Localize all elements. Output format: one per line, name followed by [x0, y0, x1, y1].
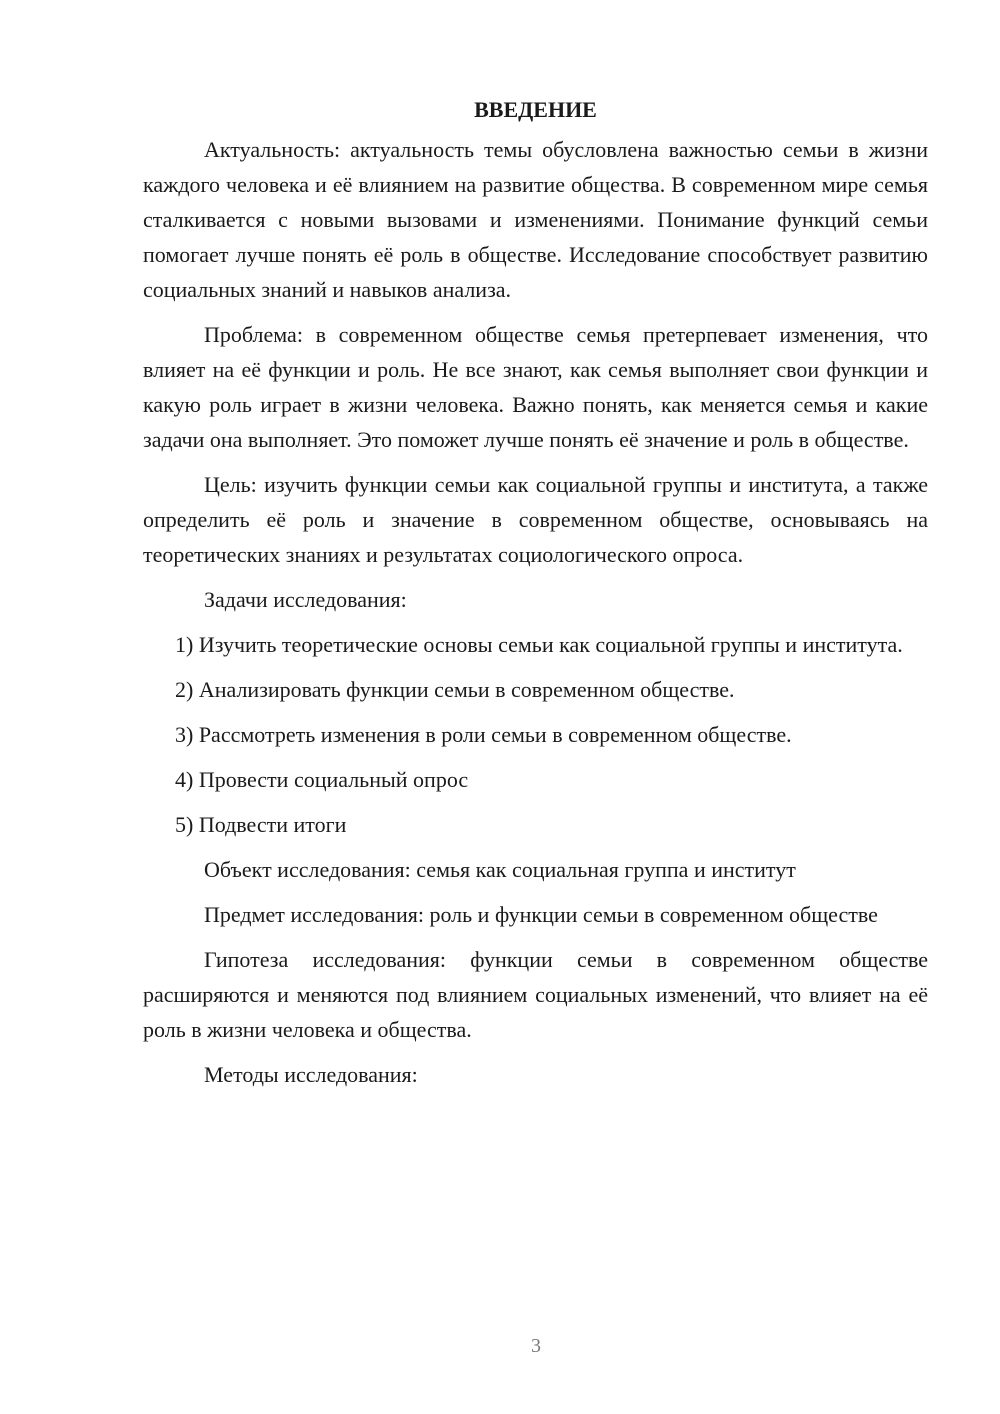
subject-paragraph: Предмет исследования: роль и функции семьи в современном обществе	[204, 902, 878, 927]
page-content	[143, 92, 928, 1102]
task-item-2: 2) Анализировать функции семьи в современном обществе.	[175, 677, 735, 702]
hypothesis-paragraph: Гипотеза исследования: функции семьи в современном обществе расширяются и меняются под влиянием социальных изменений, что влияет на её роль в жизни человека и общества.	[143, 947, 928, 1042]
page-number: 3	[531, 1335, 541, 1357]
tasks-heading: Задачи исследования:	[204, 587, 407, 612]
goal-paragraph: Цель: изучить функции семьи как социальной группы и института, а также определить её роль и значение в современном обществе, основываясь на теоретических знаниях и результатах социологического опроса.	[143, 472, 928, 567]
task-item-4: 4) Провести социальный опрос	[175, 767, 469, 792]
problem-paragraph: Проблема: в современном обществе семья претерпевает изменения, что влияет на её функции и роль. Не все знают, как семья выполняет свои функции и какую роль играет в жизни человека. Важно понять, как меняется семья и какие задачи она выполняет. Это поможет лучше понять её значение и роль в обществе.	[143, 322, 928, 452]
object-paragraph: Объект исследования: семья как социальная группа и институт	[204, 857, 796, 882]
relevance-paragraph: Актуальность: актуальность темы обусловлена важностью семьи в жизни каждого человека и её влиянием на развитие общества. В современном мире семья сталкивается с новыми вызовами и изменениями. Понимание функций семьи помогает лучше понять её роль в обществе. Исследование способствует развитию социальных знаний и навыков анализа.	[143, 137, 928, 302]
task-item-1: 1) Изучить теоретические основы семьи как социальной группы и института.	[175, 632, 903, 657]
task-item-3: 3) Рассмотреть изменения в роли семьи в современном обществе.	[175, 722, 792, 747]
task-item-5: 5) Подвести итоги	[175, 812, 347, 837]
methods-heading: Методы исследования:	[204, 1062, 418, 1087]
section-title: ВВЕДЕНИЕ	[474, 97, 597, 122]
